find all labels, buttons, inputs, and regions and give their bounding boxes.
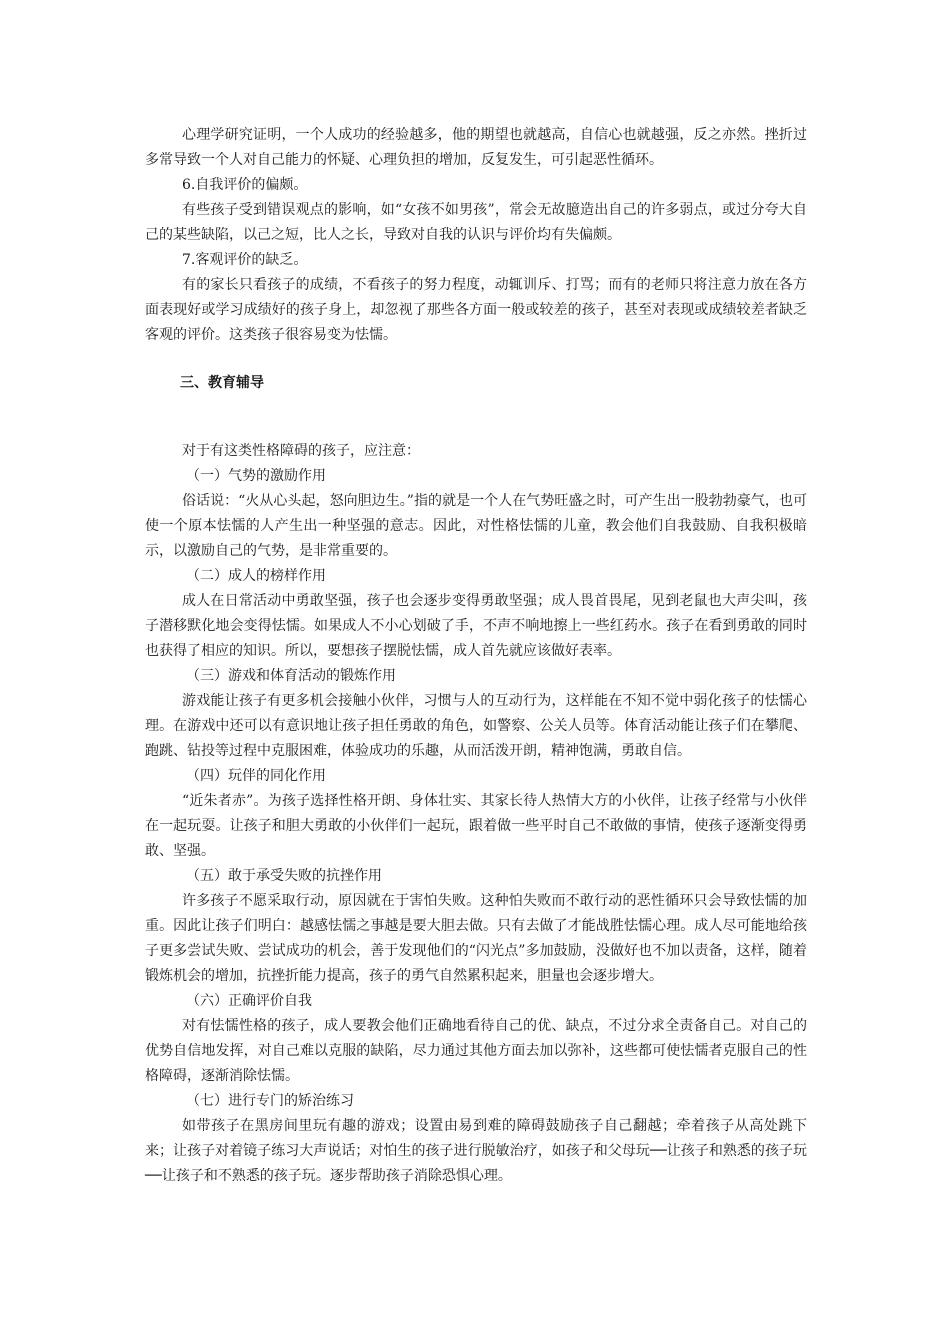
subsection-7-body: 如带孩子在黑房间里玩有趣的游戏；设置由易到难的障碍鼓励孩子自己翻越；牵着孩子从高处跳下来；让孩子对着镜子练习大声说话；对怕生的孩子进行脱敏治疗，如孩子和父母玩──让孩子和熟悉的孩子玩──让孩子和不熟悉的孩子玩。逐步帮助孩子消除恐惧心理。 [145,1118,807,1184]
item-6-title: 6.自我评价的偏颇。 [182,177,308,193]
subsection-5-body: 许多孩子不愿采取行动，原因就在于害怕失败。这种怕失败而不敢行动的恶性循环只会导致怯懦的加重。因此让孩子们明白：越感怯懦之事越是要大胆去做。只有去做了才能战胜怯懦心理。成人尽可能地给孩子更多尝试失败、尝试成功的机会，善于发现他们的“闪光点”多加鼓励，没做好也不加以责备，这样，随着锻炼机会的增加，抗挫折能力提高，孩子的勇气自然累积起来，胆量也会逐步增大。 [145,893,807,984]
section-3-intro: 对于有这类性格障碍的孩子，应注意： [182,443,420,459]
subsection-7-title: （七）进行专门的矫治练习 [186,1093,354,1109]
paragraph-objective-evaluation: 有的家长只看孩子的成绩，不看孩子的努力程度，动辄训斥、打骂；而有的老师只将注意力放在各方面表现好或学习成绩好的孩子身上，却忽视了那些各方面一般或较差的孩子，甚至对表现或成绩较差者缺乏客观的评价。这类孩子很容易变为怯懦。 [145,277,807,343]
subsection-4-title: （四）玩伴的同化作用 [186,768,326,784]
section-3-heading: 三、教育辅导 [180,375,264,391]
subsection-1-title: （一）气势的激励作用 [186,468,326,484]
subsection-1-body: 俗话说：“火从心头起，怒向胆边生。”指的就是一个人在气势旺盛之时，可产生出一股勃勃豪气，也可使一个原本怯懦的人产生出一种坚强的意志。因此，对性格怯懦的儿童，教会他们自我鼓励、自我积极暗示，以激励自己的气势，是非常重要的。 [145,493,807,559]
document-body [145,123,807,1189]
paragraph-self-evaluation: 有些孩子受到错误观点的影响，如“女孩不如男孩”，常会无故臆造出自己的许多弱点，或过分夸大自己的某些缺陷，以己之短，比人之长，导致对自我的认识与评价均有失偏颇。 [145,202,807,243]
subsection-3-title: （三）游戏和体育活动的锻炼作用 [186,668,396,684]
subsection-3-body: 游戏能让孩子有更多机会接触小伙伴，习惯与人的互动行为，这样能在不知不觉中弱化孩子的怯懦心理。在游戏中还可以有意识地让孩子担任勇敢的角色，如警察、公关人员等。体育活动能让孩子们在攀爬、跑跳、钻投等过程中克服困难，体验成功的乐趣，从而活泼开朗，精神饱满，勇敢自信。 [145,693,807,759]
subsection-6-title: （六）正确评价自我 [186,993,312,1009]
subsection-5-title: （五）敢于承受失败的抗挫作用 [186,868,382,884]
item-7-title: 7.客观评价的缺乏。 [182,252,308,268]
paragraph-self-confidence: 心理学研究证明，一个人成功的经验越多，他的期望也就越高，自信心也就越强，反之亦然。挫折过多常导致一个人对自己能力的怀疑、心理负担的增加，反复发生，可引起恶性循环。 [145,127,807,168]
subsection-4-body: “近朱者赤”。为孩子选择性格开朗、身体壮实、其家长待人热情大方的小伙伴，让孩子经常与小伙伴在一起玩耍。让孩子和胆大勇敢的小伙伴们一起玩，跟着做一些平时自己不敢做的事情，使孩子逐渐变得勇敢、坚强。 [145,793,807,859]
subsection-2-body: 成人在日常活动中勇敢坚强，孩子也会逐步变得勇敢坚强；成人畏首畏尾，见到老鼠也大声尖叫，孩子潜移默化地会变得怯懦。如果成人不小心划破了手，不声不响地擦上一些红药水。孩子在看到勇敢的同时也获得了相应的知识。所以，要想孩子摆脱怯懦，成人首先就应该做好表率。 [145,593,807,659]
subsection-2-title: （二）成人的榜样作用 [186,568,326,584]
subsection-6-body: 对有怯懦性格的孩子，成人要教会他们正确地看待自己的优、缺点，不过分求全责备自己。对自己的优势自信地发挥，对自己难以克服的缺陷，尽力通过其他方面去加以弥补，这些都可使怯懦者克服自己的性格障碍，逐渐消除怯懦。 [145,1018,807,1084]
